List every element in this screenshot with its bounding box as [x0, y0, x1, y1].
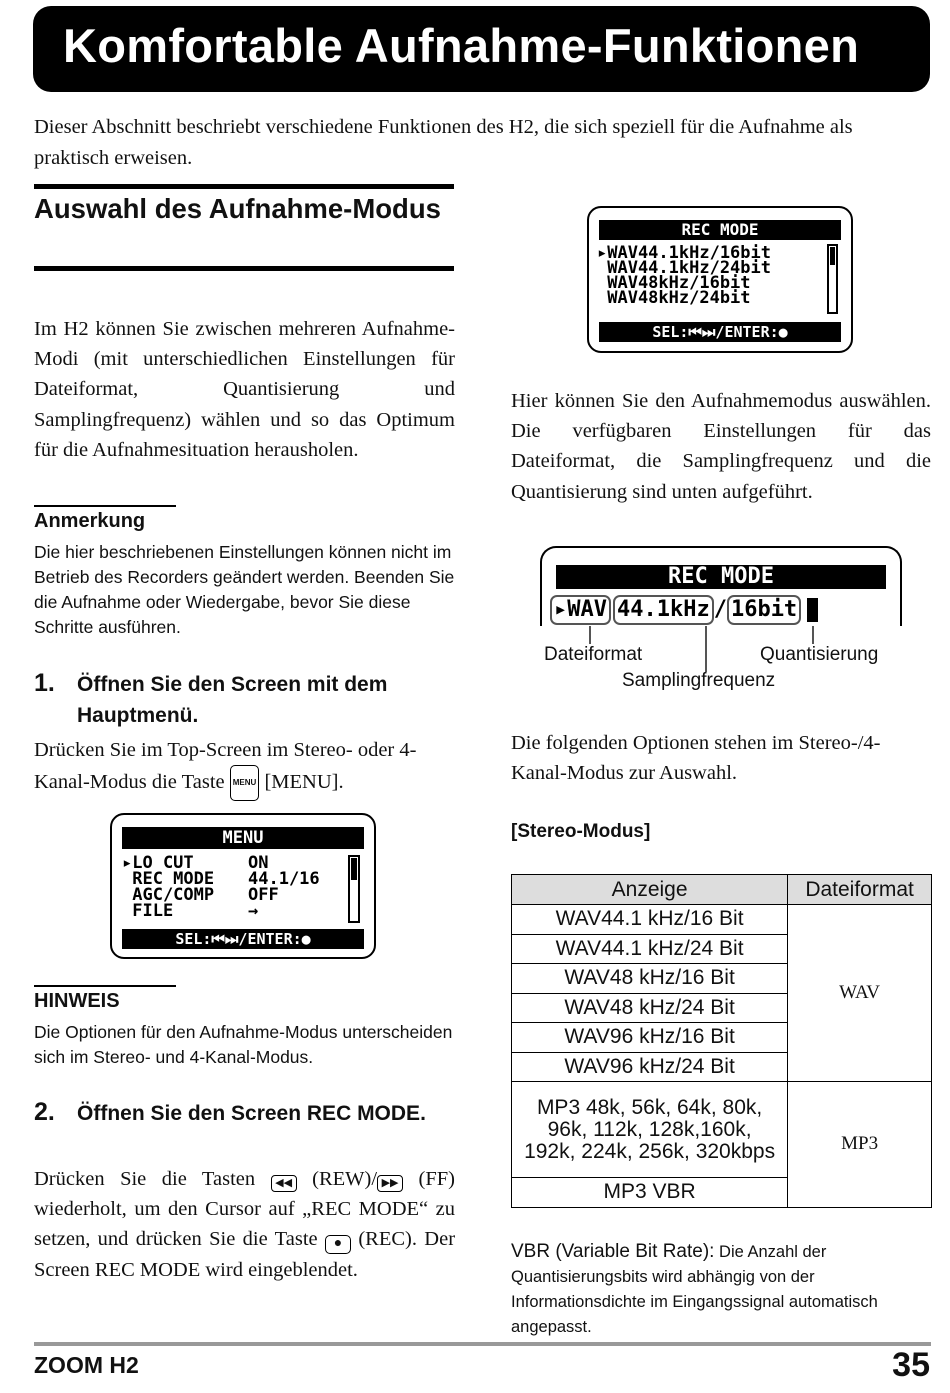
table-format-mp3: MP3	[788, 1082, 932, 1208]
diagram-label-bits: Quantisierung	[760, 644, 879, 665]
step1-title: Öffnen Sie den Screen mit dem Hauptmenü.	[77, 673, 388, 727]
hint-rule	[34, 985, 176, 987]
rec-scrollbar	[827, 244, 838, 314]
page-number: 35	[892, 1346, 930, 1384]
footer-rule	[34, 1342, 931, 1346]
menu-lcd-header: MENU	[122, 827, 364, 849]
rec-mode-lcd-screen	[587, 206, 853, 353]
right-text-1: Hier können Sie den Aufnahmemodus auswählen. Die verfügbaren Einstellungen für das Dateiformat, die Samplingfrequenz und die Quantisierung sind unten aufgeführt.	[511, 390, 931, 503]
intro-text: Dieser Abschnitt beschriebt verschiedene Funktionen des H2, die sich speziell für die Aufnahme als praktisch erweisen.	[34, 116, 853, 169]
vbr-text: Die Anzahl der Quantisierungsbits wird abhängig von der Informationsdichte im Eingangssignal automatisch angepasst.	[511, 1243, 878, 1336]
rec-lcd-footer: SEL:⏮⏭/ENTER:●	[599, 322, 841, 342]
diagram-format-box: ▸WAV	[550, 595, 611, 625]
stereo-heading: [Stereo-Modus]	[511, 821, 651, 842]
diagram-header: REC MODE	[556, 565, 886, 589]
diagram-parts	[550, 595, 818, 625]
table-cell: WAV96 kHz/16 Bit	[512, 1023, 788, 1053]
table-cell: WAV48 kHz/24 Bit	[512, 993, 788, 1023]
table-cell: MP3 48k, 56k, 64k, 80k, 96k, 112k, 128k,160k, 192k, 224k, 256k, 320kbps	[512, 1082, 788, 1178]
table-row	[512, 905, 932, 935]
diagram-leader-rate	[705, 626, 707, 672]
rec-lcd-row: WAV48kHz/24bit	[597, 288, 751, 308]
section-top-rule	[34, 184, 454, 189]
right-text-2: Die folgenden Optionen stehen im Stereo-/4-Kanal-Modus zur Auswahl.	[511, 732, 881, 785]
diagram-label-rate: Samplingfrequenz	[622, 670, 776, 691]
table-cell: MP3 VBR	[512, 1178, 788, 1208]
menu-lcd-row: ▸LO CUT ON	[122, 853, 269, 873]
diagram-rate-box: 44.1kHz	[613, 595, 714, 625]
section-bottom-rule	[34, 266, 454, 271]
rec-key-icon: ●	[325, 1235, 351, 1254]
menu-lcd-screen	[110, 813, 376, 959]
table-header-display: Anzeige	[512, 875, 788, 905]
note-heading: Anmerkung	[34, 510, 146, 532]
rew-key-icon: ◀◀	[271, 1175, 297, 1192]
table-cell: WAV48 kHz/16 Bit	[512, 964, 788, 994]
table-format-wav: WAV	[788, 905, 932, 1082]
rec-lcd-row: WAV44.1kHz/24bit	[597, 258, 771, 278]
ff-key-icon: ▶▶	[377, 1175, 403, 1192]
diagram-bits-box: 16bit	[727, 595, 801, 625]
hint-text: Die Optionen für den Aufnahme-Modus unterscheiden sich im Stereo- und 4-Kanal-Modus.	[34, 1022, 453, 1067]
rec-lcd-header: REC MODE	[599, 220, 841, 240]
menu-lcd-footer: SEL:⏮⏭/ENTER:●	[122, 929, 364, 949]
vbr-note	[511, 1240, 932, 1340]
section-heading: Auswahl des Aufnahme-Modus	[34, 193, 441, 224]
footer-brand: ZOOM H2	[34, 1352, 139, 1378]
diagram-leader-bits	[812, 626, 814, 644]
table-cell: WAV44.1 kHz/16 Bit	[512, 905, 788, 935]
diagram-scroll-icon	[807, 598, 818, 622]
rec-lcd-rows	[597, 243, 771, 308]
page-title: Komfortable Aufnahme-Funktionen	[33, 6, 930, 92]
step2-title: Öffnen Sie den Screen REC MODE.	[77, 1102, 426, 1125]
note-text: Die hier beschriebenen Einstellungen können nicht im Betrieb des Recorders geändert werden. Beenden Sie die Aufnahme oder Wiedergabe, bevor Sie diese Schritte ausführen.	[34, 542, 455, 637]
options-table	[511, 874, 932, 1208]
step2-text: Drücken Sie die Tasten ◀◀ (REW)/ ▶▶ (FF) wiederholt, um den Cursor auf „REC MODE“ zu setzen, und drücken Sie die Taste ● (REC). Der Screen REC MODE wird eingeblendet.	[34, 1168, 456, 1281]
table-header-row	[512, 875, 932, 905]
diagram-leader-format	[589, 626, 591, 644]
step1-text: Drücken Sie im Top-Screen im Stereo- oder 4-Kanal-Modus die Taste MENU [MENU].	[34, 735, 455, 801]
menu-lcd-row: REC MODE 44.1/16	[122, 869, 320, 889]
table-cell: WAV96 kHz/24 Bit	[512, 1052, 788, 1082]
menu-lcd-rows	[122, 855, 342, 919]
menu-lcd-row: AGC/COMP OFF	[122, 885, 279, 905]
menu-scrollbar	[348, 855, 360, 923]
menu-lcd-row: FILE →	[122, 901, 259, 921]
diagram-slash: /	[713, 597, 727, 622]
hint-heading: HINWEIS	[34, 990, 120, 1012]
step2-number: 2.	[34, 1098, 55, 1126]
rec-lcd-row: ▸WAV44.1kHz/16bit	[597, 243, 771, 263]
table-header-format: Dateiformat	[788, 875, 932, 905]
note-rule	[34, 505, 176, 507]
rec-lcd-row: WAV48kHz/16bit	[597, 273, 751, 293]
section-body: Im H2 können Sie zwischen mehreren Aufnahme-Modi (mit unterschiedlichen Einstellungen für Dateiformat, Quantisierung und Samplingfrequenz) wählen und so das Optimum für die Aufnahmesituation herausholen.	[34, 318, 455, 461]
diagram-label-format: Dateiformat	[544, 644, 643, 665]
menu-key-icon: MENU	[230, 765, 260, 801]
table-row	[512, 1082, 932, 1178]
step1-number: 1.	[34, 669, 55, 697]
table-cell: WAV44.1 kHz/24 Bit	[512, 934, 788, 964]
vbr-term: VBR (Variable Bit Rate):	[511, 1241, 715, 1262]
